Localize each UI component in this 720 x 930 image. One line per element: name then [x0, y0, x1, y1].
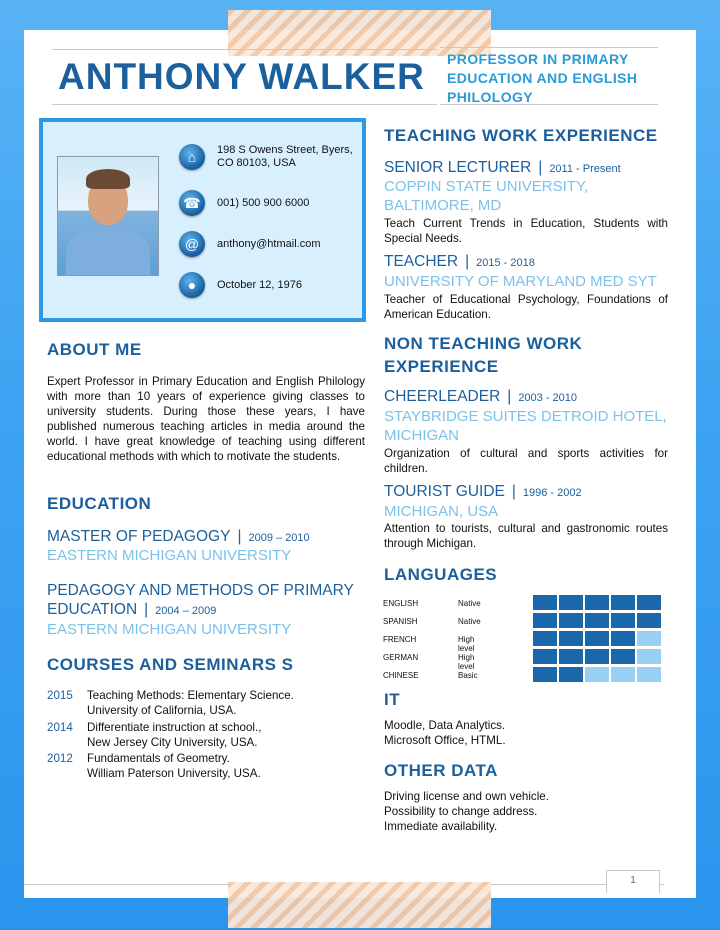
language-level: Native	[458, 617, 481, 626]
proficiency-cell-filled	[559, 649, 583, 664]
proficiency-cell-filled	[559, 631, 583, 646]
education-degree: MASTER OF PEDAGOGY | 2009 – 2010	[47, 528, 310, 545]
education-heading: EDUCATION	[47, 494, 152, 513]
nonteaching-heading: NON TEACHING WORK	[384, 334, 583, 353]
email-icon: @	[179, 231, 205, 257]
language-name: CHINESE	[383, 671, 419, 680]
page-number: 1	[606, 870, 660, 893]
job-description: Attention to tourists, cultural and gastronomic routes through Michigan.	[384, 522, 668, 550]
proficiency-cell-filled	[533, 595, 557, 610]
contact-email[interactable]: @ anthony@htmail.com	[179, 231, 367, 257]
nonteaching-heading: EXPERIENCE	[384, 357, 499, 376]
education-degree: PEDAGOGY AND METHODS OF PRIMARY	[47, 582, 354, 599]
job-title: SENIOR LECTURER | 2011 - Present	[384, 159, 621, 176]
language-proficiency-bar	[533, 613, 663, 628]
job-description: Organization of cultural and sports activities for children.	[384, 447, 668, 475]
proficiency-cell-filled	[559, 595, 583, 610]
proficiency-cell-filled	[585, 595, 609, 610]
it-skills: Moodle, Data Analytics. Microsoft Office, HTML.	[384, 719, 506, 747]
decorative-tape-bottom	[228, 882, 491, 928]
courses-heading: COURSES AND SEMINARS S	[47, 655, 294, 674]
proficiency-cell-filled	[611, 631, 635, 646]
job-title: TEACHER | 2015 - 2018	[384, 253, 535, 270]
language-name: SPANISH	[383, 617, 418, 626]
proficiency-cell-empty	[637, 631, 661, 646]
proficiency-cell-filled	[559, 613, 583, 628]
candidate-title: PROFESSOR IN PRIMARY EDUCATION AND ENGLISH PHILOLOGY	[447, 51, 638, 105]
education-degree: EDUCATION | 2004 – 2009	[47, 601, 217, 618]
education-school: EASTERN MICHIGAN UNIVERSITY	[47, 547, 292, 564]
proficiency-cell-filled	[533, 667, 557, 682]
language-level: High level	[458, 635, 475, 653]
language-name: FRENCH	[383, 635, 417, 644]
other-heading: OTHER DATA	[384, 761, 498, 780]
contact-panel	[39, 118, 366, 322]
proficiency-cell-empty	[637, 649, 661, 664]
language-name: ENGLISH	[383, 599, 419, 608]
proficiency-cell-filled	[611, 613, 635, 628]
proficiency-cell-filled	[585, 631, 609, 646]
proficiency-cell-filled	[533, 613, 557, 628]
job-org: MICHIGAN, USA	[384, 503, 499, 520]
job-org: MICHIGAN	[384, 427, 459, 444]
language-level: Basic	[458, 671, 478, 680]
proficiency-cell-filled	[585, 649, 609, 664]
candidate-name: ANTHONY WALKER	[58, 56, 425, 97]
home-icon: ⌂	[179, 144, 205, 170]
profile-photo	[57, 156, 159, 276]
proficiency-cell-filled	[533, 631, 557, 646]
proficiency-cell-empty	[637, 667, 661, 682]
job-org: STAYBRIDGE SUITES DETROID HOTEL,	[384, 408, 667, 425]
job-title: CHEERLEADER | 2003 - 2010	[384, 388, 578, 405]
proficiency-cell-filled	[637, 595, 661, 610]
language-name: GERMAN	[383, 653, 419, 662]
about-text: Expert Professor in Primary Education and English Philology with more than 10 years of experience giving classes to university students. During those these years, I have published numerous teaching articles in media around the world. I have great knowledge of teaching using different educational methods with which to motivate the students.	[47, 375, 365, 463]
header-rule-top-left	[52, 49, 437, 50]
language-proficiency-bar	[533, 649, 663, 664]
job-org: UNIVERSITY OF MARYLAND MED SYT	[384, 273, 657, 290]
proficiency-cell-filled	[611, 649, 635, 664]
job-org: BALTIMORE, MD	[384, 197, 502, 214]
language-proficiency-bar	[533, 667, 663, 682]
contact-address: ⌂ 198 S Owens Street, Byers, CO 80103, USA	[179, 144, 367, 170]
proficiency-cell-empty	[585, 667, 609, 682]
education-school: EASTERN MICHIGAN UNIVERSITY	[47, 621, 292, 638]
languages-heading: LANGUAGES	[384, 565, 498, 584]
about-heading: ABOUT ME	[47, 340, 142, 359]
proficiency-cell-filled	[611, 595, 635, 610]
language-proficiency-bar	[533, 595, 663, 610]
other-data: Driving license and own vehicle. Possibility to change address. Immediate availability.	[384, 790, 549, 833]
job-title: TOURIST GUIDE | 1996 - 2002	[384, 483, 582, 500]
proficiency-cell-empty	[611, 667, 635, 682]
phone-icon: ☎	[179, 190, 205, 216]
language-level: Native	[458, 599, 481, 608]
language-proficiency-bar	[533, 631, 663, 646]
teaching-heading: TEACHING WORK EXPERIENCE	[384, 126, 658, 145]
header-rule-bottom-left	[52, 104, 437, 105]
user-icon: ●	[179, 272, 205, 298]
it-heading: IT	[384, 690, 401, 709]
contact-phone: ☎ 001) 500 900 6000	[179, 190, 367, 216]
header-rule-top-right	[440, 47, 658, 48]
proficiency-cell-filled	[559, 667, 583, 682]
job-description: Teacher of Educational Psychology, Foundations of American Education.	[384, 293, 668, 321]
language-level: High level	[458, 653, 475, 671]
proficiency-cell-filled	[533, 649, 557, 664]
contact-birthdate: ● October 12, 1976	[179, 272, 367, 298]
job-org: COPPIN STATE UNIVERSITY,	[384, 178, 589, 195]
proficiency-cell-filled	[637, 613, 661, 628]
job-description: Teach Current Trends in Education, Students with Special Needs.	[384, 217, 668, 245]
proficiency-cell-filled	[585, 613, 609, 628]
